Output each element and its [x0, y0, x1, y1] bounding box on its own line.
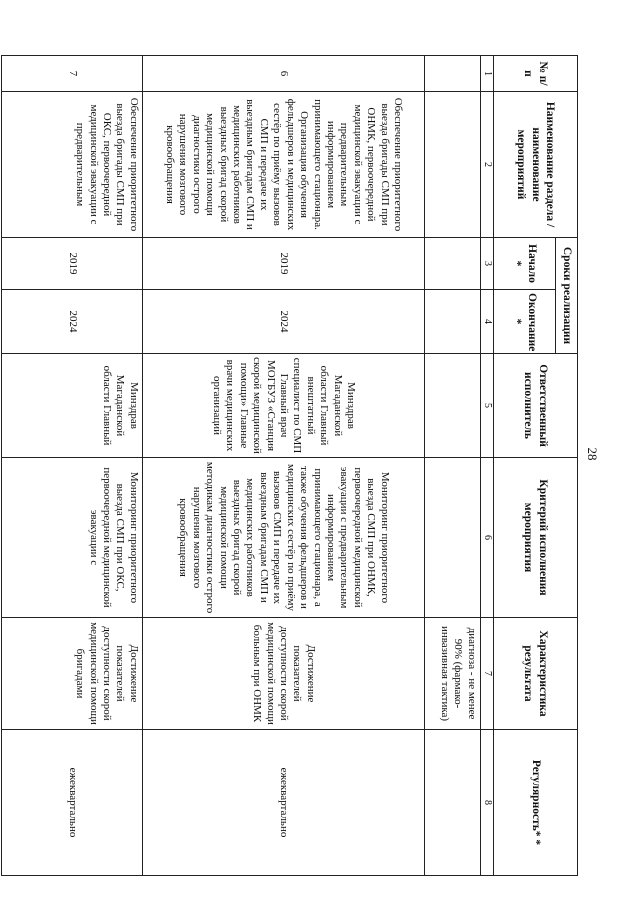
- header-row-1: [556, 56, 578, 876]
- column-number-row: [480, 56, 493, 876]
- row-start: 2019: [142, 238, 424, 290]
- row-executor: Минздрав Магаданской области Главный: [1, 354, 142, 458]
- row-result: Достижение показателей доступности скорой медицинской помощи больным при ОНМК: [142, 618, 424, 730]
- row-executor: Минздрав Магаданской области Главный внештатный специалист по СМП Главный врач МОГБУЗ «Станция скорой медицинской помощи» Главные врачи медицинских организаций: [142, 354, 424, 458]
- carry-over-cell: [424, 458, 480, 618]
- table-row: [1, 56, 142, 876]
- column-number: 6: [480, 458, 493, 618]
- carry-over-cell: [424, 730, 480, 876]
- carry-over-cell: [424, 238, 480, 290]
- row-start: 2019: [1, 238, 142, 290]
- carry-over-cell: [424, 290, 480, 354]
- header-result: Характеристика результата: [494, 618, 578, 730]
- table-row: [142, 56, 424, 876]
- carry-over-cell: [424, 56, 480, 92]
- row-name: Обеспечение приоритетного выезда бригады СМП при ОКС, первоочередной медицинской эвакуации с предварительным: [1, 92, 142, 238]
- row-result: Достижение показателей доступности скорой медицинской помощи бригадами: [1, 618, 142, 730]
- column-number: 8: [480, 730, 493, 876]
- row-regularity: ежеквартально: [142, 730, 424, 876]
- header-criterion: Критерий исполнения мероприятия: [494, 458, 578, 618]
- column-number: 3: [480, 238, 493, 290]
- carry-over-row: [424, 56, 480, 876]
- row-criterion: Мониторинг приоритетного выезда СМП при ОНМК, первоочередной медицинской эвакуации с предварительным информированием принимающего стационара, а также обучения фельдшеров и медицинских сестёр по приёму вызовов СМП и передаче их выездным бригадам СМП и медицинских работников выездных бригад скорой медицинской помощи методикам диагностики острого нарушения мозгового кровообращения: [142, 458, 424, 618]
- header-num: № п/п: [494, 56, 578, 92]
- rotated-table-container: [3, 55, 578, 875]
- carry-over-cell: [424, 354, 480, 458]
- header-start: Начало *: [494, 238, 556, 290]
- page-number: 28: [585, 447, 600, 461]
- row-regularity: ежеквартально: [1, 730, 142, 876]
- column-number: 7: [480, 618, 493, 730]
- column-number: 2: [480, 92, 493, 238]
- row-end: 2024: [1, 290, 142, 354]
- header-end: Окончание *: [494, 290, 556, 354]
- carry-over-result: диагноза - не менее 90% (фармако-инвазивная тактика): [424, 618, 480, 730]
- header-period: Сроки реализации: [556, 238, 578, 354]
- column-number: 5: [480, 354, 493, 458]
- header-name: Наименование раздела /наименование мероприятий: [494, 92, 578, 238]
- header-regularity: Регулярность* *: [494, 730, 578, 876]
- activities-table: [1, 55, 578, 876]
- row-name: Обеспечение приоритетного выезда бригады СМП при ОНМК, первоочередной медицинской эвакуации с предварительным информированием принимающего стационара. Организация обучения фельдшеров и медицинских сестёр по приёму вызовов СМП и передаче их выездным бригадам СМП и медицинских работников выездных бригад скорой медицинской помощи диагностики острого нарушения мозгового кровообращения: [142, 92, 424, 238]
- column-number: 1: [480, 56, 493, 92]
- header-executor: Ответственный исполнитель: [494, 354, 578, 458]
- carry-over-cell: [424, 92, 480, 238]
- column-number: 4: [480, 290, 493, 354]
- row-end: 2024: [142, 290, 424, 354]
- row-num: 6: [142, 56, 424, 92]
- row-criterion: Мониторинг приоритетного выезда СМП при ОКС, первоочередной медицинской эвакуации с: [1, 458, 142, 618]
- row-num: 7: [1, 56, 142, 92]
